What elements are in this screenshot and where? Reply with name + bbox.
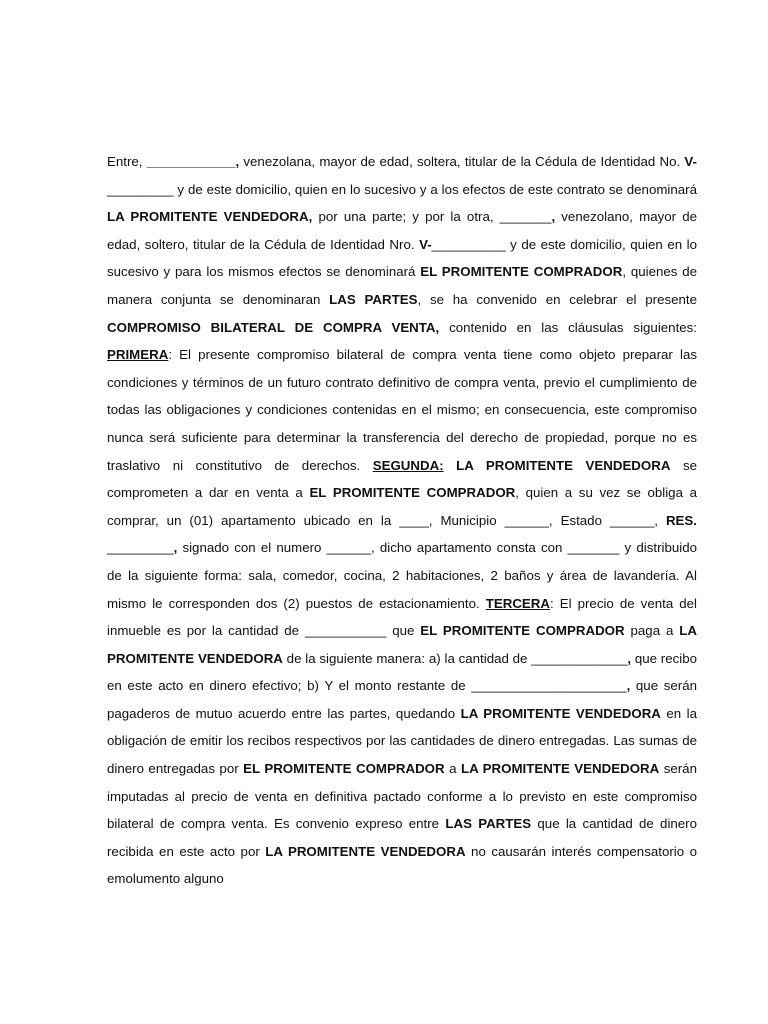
- emphasized-text: ,: [235, 154, 244, 169]
- body-text: , quienes de manera conjunta se denominaran: [107, 264, 697, 307]
- emphasized-text: ,: [626, 678, 631, 694]
- body-text: venezolano, mayor de edad, soltero, titular de la Cédula de Identidad Nro.: [107, 209, 697, 252]
- emphasized-text: ____________: [146, 154, 236, 169]
- emphasized-text: LA PROMITENTE VENDEDORA: [460, 761, 660, 777]
- emphasized-text: LA PROMITENTE VENDEDORA: [456, 457, 671, 473]
- emphasized-text: ,: [551, 209, 556, 225]
- body-text: serán imputadas al precio de venta en definitiva pactado conforme a lo previsto en este compromiso bilateral de compra venta. Es convenio expreso entre: [107, 761, 697, 832]
- body-text: _________ y de este domicilio, quien en lo sucesivo y a los efectos de este contrato se denominará: [107, 181, 697, 197]
- emphasized-text: LA PROMITENTE VENDEDORA: [460, 705, 661, 721]
- emphasized-text: LAS PARTES: [329, 291, 418, 307]
- body-text: paga a: [624, 623, 680, 639]
- body-text: de la siguiente manera: a) la cantidad de _____________: [282, 650, 628, 666]
- emphasized-text: EL PROMITENTE COMPRADOR: [420, 264, 623, 280]
- body-text: que recibo en este acto en dinero efectivo; b) Y el monto restante de _____________________: [107, 650, 698, 694]
- body-text: __________ y de este domicilio, quien en lo sucesivo y para los mismos efectos se denominará: [107, 236, 697, 280]
- clause-heading: SEGUNDA:: [372, 457, 444, 473]
- emphasized-text: EL PROMITENTE COMPRADOR: [243, 761, 445, 777]
- emphasized-text: V-: [684, 154, 697, 169]
- contract-paragraph: [107, 148, 697, 893]
- body-text: : El precio de venta del inmueble es por la cantidad de ___________ que: [107, 595, 697, 639]
- emphasized-text: EL PROMITENTE COMPRADOR: [309, 485, 516, 501]
- body-text: por una parte; y por la otra, _______: [312, 209, 552, 225]
- clause-heading: TERCERA: [485, 595, 550, 611]
- body-text: que serán pagaderos de mutuo acuerdo entre las partes, quedando: [107, 678, 697, 721]
- body-text: no causarán interés compensatorio o emolumento alguno: [107, 843, 697, 887]
- emphasized-text: ,: [627, 650, 632, 666]
- emphasized-text: EL PROMITENTE COMPRADOR: [420, 623, 625, 639]
- emphasized-text: COMPROMISO BILATERAL DE COMPRA VENTA,: [107, 319, 440, 335]
- emphasized-text: RES.: [665, 512, 697, 528]
- body-text: a: [444, 761, 461, 777]
- emphasized-text: LA PROMITENTE VENDEDORA,: [107, 209, 313, 225]
- body-text: venezolana, mayor de edad, soltera, titular de la Cédula de Identidad No.: [243, 154, 685, 169]
- emphasized-text: V-: [419, 236, 432, 252]
- clause-heading: PRIMERA: [107, 347, 169, 363]
- body-text: , se ha convenido en celebrar el presente: [417, 291, 697, 307]
- emphasized-text: LA PROMITENTE VENDEDORA: [107, 623, 697, 666]
- body-text: : El presente compromiso bilateral de compra venta tiene como objeto preparar las condiciones y términos de un futuro contrato definitivo de compra venta, previo el cumplimiento de todas las obligaciones y condiciones contenidas en el mismo; en consecuencia, este compromiso nunca será suficiente para determinar la transferencia del derecho de propiedad, porque no es traslativo ni constitutivo de derechos.: [107, 347, 697, 473]
- body-text: que la cantidad de dinero recibida en este acto por: [107, 816, 698, 859]
- body-text: signado con el numero ______, dicho apartamento consta con _______ y distribuido de la siguiente forma: sala, comedor, cocina, 2 habitaciones, 2 baños y área de lavandería. Al mismo le corresponden dos (2) puestos de estacionamiento.: [107, 540, 697, 611]
- emphasized-text: LA PROMITENTE VENDEDORA: [265, 843, 466, 859]
- body-text: , quien a su vez se obliga a comprar, un (01) apartamento ubicado en la ____, Municipio ______, Estado ______,: [107, 485, 698, 528]
- body-text: _________: [107, 540, 174, 556]
- body-text: se comprometen a dar en venta a: [107, 457, 697, 501]
- body-text: Entre,: [107, 154, 147, 169]
- body-text: en la obligación de emitir los recibos respectivos por las cantidades de dinero entregadas. Las sumas de dinero entregadas por: [107, 705, 697, 777]
- emphasized-text: LAS PARTES: [445, 816, 532, 832]
- body-text: contenido en las cláusulas siguientes:: [439, 319, 697, 335]
- emphasized-text: ,: [173, 540, 178, 556]
- body-text: [444, 458, 457, 473]
